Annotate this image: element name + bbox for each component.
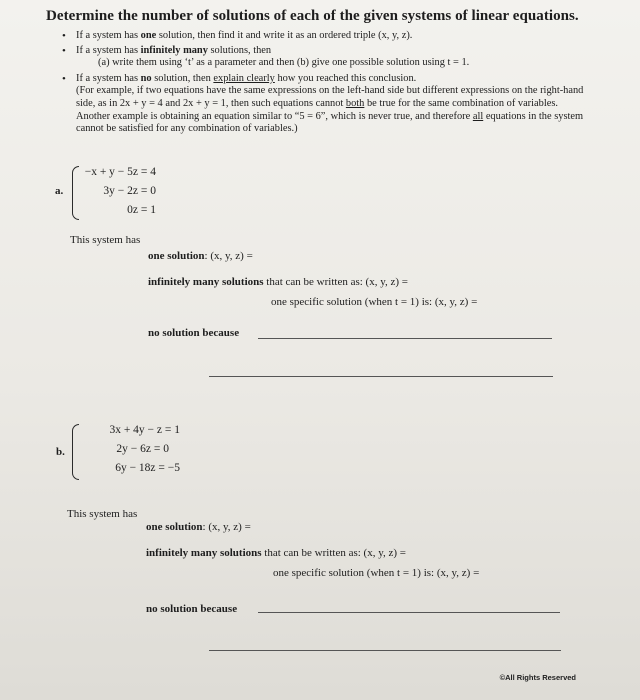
answer-blank[interactable] (209, 650, 561, 651)
specific-solution-line: one specific solution (when t = 1) is: (x, y, z) = (273, 567, 480, 579)
copyright-footer: ©All Rights Reserved (499, 673, 576, 682)
instruction-parameter-note: (a) write them using ‘t’ as a parameter and then (b) give one possible solution using t = 1. (98, 57, 470, 69)
instruction-no-solution: • If a system has no solution, then explain clearly how you reached this conclusion. (For example, if two equations have the same expressions on the left-hand side but different expressions on the right-hand side, as in 2x + y = 4 and 2x + y = 1, then such equations cannot both be true for the same combination of variables. Another example is obtaining an equation similar to “5 = 6”, which is never true, and therefore all equations in the system cannot be satisfied for any combination of variables.) (62, 73, 592, 136)
specific-solution-line: one specific solution (when t = 1) is: (x, y, z) = (271, 296, 478, 308)
equation: 3y − 2z = 0 (103, 185, 156, 197)
equation: −x + y − 5z = 4 (84, 166, 156, 178)
bullet-icon: • (62, 44, 66, 57)
answer-blank[interactable] (258, 338, 552, 339)
instruction-one-solution: • If a system has one solution, then find it and write it as an ordered triple (x, y, z). (62, 30, 413, 42)
this-system-has: This system has (67, 508, 138, 520)
equation: 2y − 6z = 0 (116, 443, 169, 455)
this-system-has: This system has (70, 234, 141, 246)
equation: 0z = 1 (127, 204, 156, 216)
instruction-example-note: (For example, if two equations have the same expressions on the left-hand side but different expressions on the right-hand side, as in 2x + y = 4 and 2x + y = 1, then such equations cannot both be true for the same combination of variables. Another example is obtaining an equation similar to “5 = 6”, which is never true, and therefore all equations in the system cannot be satisfied for any combination of variables.) (76, 85, 584, 135)
problem-b-label: b. (56, 446, 65, 458)
answer-blank[interactable] (258, 612, 560, 613)
one-solution-line: one solution: (x, y, z) = (146, 521, 251, 533)
instruction-infinite-solutions: • If a system has infinitely many solutions, then (a) write them using ‘t’ as a parameter and then (b) give one possible solution using t = 1. (62, 45, 592, 70)
answer-blank[interactable] (209, 376, 553, 377)
instructions-list (62, 30, 592, 138)
one-solution-line: one solution: (x, y, z) = (148, 250, 253, 262)
equation: 3x + 4y − z = 1 (109, 424, 180, 436)
infinite-solutions-line: infinitely many solutions that can be written as: (x, y, z) = (146, 547, 406, 559)
infinite-solutions-line: infinitely many solutions that can be written as: (x, y, z) = (148, 276, 408, 288)
bullet-icon: • (62, 30, 66, 42)
brace-icon (72, 166, 79, 220)
problem-a-label: a. (55, 185, 64, 197)
brace-icon (72, 424, 79, 480)
page-title: Determine the number of solutions of each of the given systems of linear equations. (46, 8, 579, 24)
no-solution-line: no solution because (146, 603, 238, 615)
no-solution-line: no solution because (148, 327, 240, 339)
equation: 6y − 18z = −5 (115, 462, 180, 474)
bullet-icon: • (62, 72, 66, 85)
